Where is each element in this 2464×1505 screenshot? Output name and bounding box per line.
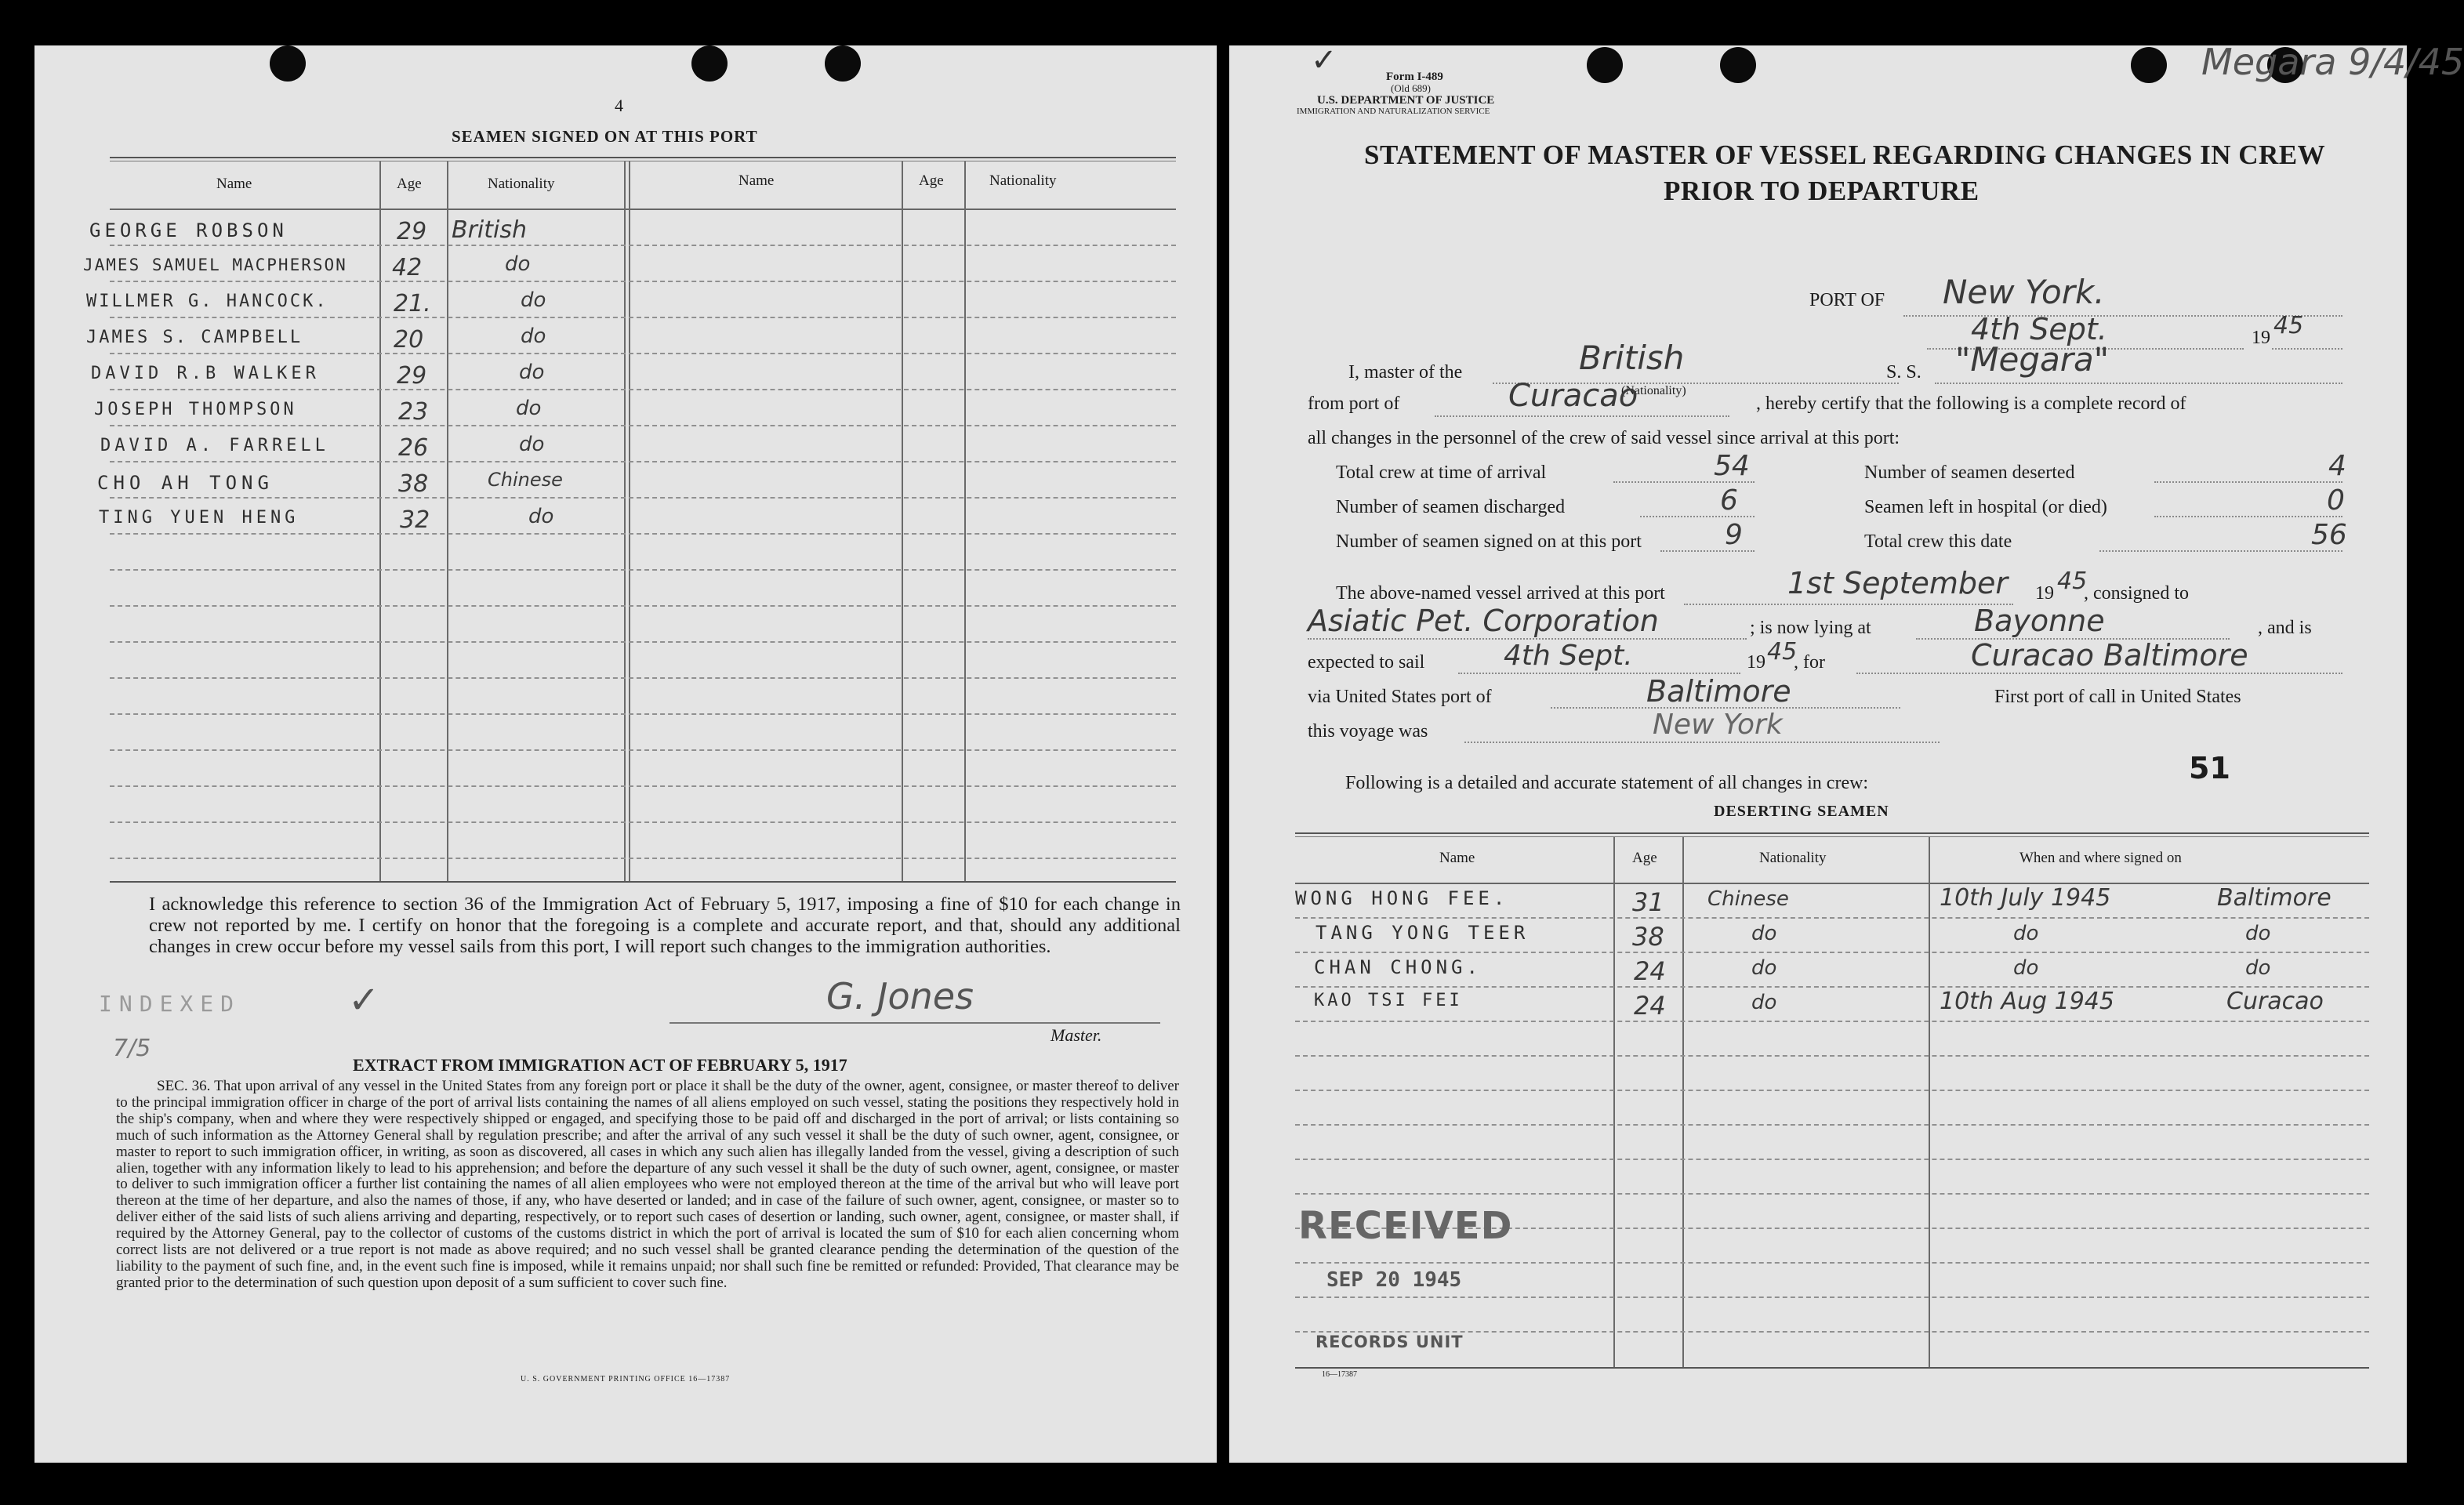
form-subtitle: PRIOR TO DEPARTURE: [1664, 176, 1980, 206]
column-header-signed-on: When and where signed on: [2019, 850, 2182, 866]
sail-year-value: 45: [1767, 638, 1798, 665]
seaman-nationality: do: [521, 325, 546, 348]
margin-note: Megara 9/4/45: [2201, 41, 2464, 83]
section-title: SEAMEN SIGNED ON AT THIS PORT: [452, 127, 758, 146]
index-mark-icon: 7/5: [113, 1035, 151, 1062]
expected-label: expected to sail: [1308, 652, 1425, 673]
column-header-name: Name: [738, 172, 775, 189]
deserter-signed-when: do: [2013, 922, 2039, 945]
punch-hole: [270, 45, 306, 82]
sail-year-prefix: 19: [1747, 652, 1765, 673]
via-label: via United States port of: [1308, 687, 1492, 707]
records-unit-stamp: RECORDS UNIT: [1315, 1333, 1464, 1351]
seaman-age: 20: [394, 326, 424, 354]
seaman-name: JAMES S. CAMPBELL: [86, 328, 303, 347]
punch-hole: [1720, 47, 1756, 83]
seaman-name: TING YUEN HENG: [99, 508, 299, 528]
deserter-signed-where: Baltimore: [2217, 884, 2332, 912]
deserter-signed-where: Curacao: [2226, 988, 2324, 1015]
punch-hole: [1587, 47, 1623, 83]
stat-label: Total crew at time of arrival: [1336, 462, 1547, 483]
master-of-label: I, master of the: [1348, 362, 1463, 383]
seaman-nationality: Chinese: [488, 469, 563, 491]
seaman-name: DAVID A. FARRELL: [100, 436, 329, 455]
from-port-label: from port of: [1308, 393, 1400, 414]
received-stamp: RECEIVED: [1298, 1204, 1513, 1248]
master-signature: G. Jones: [826, 975, 974, 1017]
seaman-age: 29: [397, 218, 427, 245]
column-header-nationality: Nationality: [1759, 850, 1827, 866]
certify-text: , hereby certify that the following is a complete record of: [1756, 393, 2186, 414]
received-date: SEP 20 1945: [1326, 1268, 1462, 1292]
first-port-label: First port of call in United States: [1994, 687, 2241, 707]
voyage-label: this voyage was: [1308, 721, 1428, 742]
punch-hole: [825, 45, 861, 82]
page-number: 4: [615, 96, 623, 115]
deserter-age: 31: [1632, 887, 1664, 917]
deserter-nationality: Chinese: [1707, 887, 1789, 911]
seaman-name: DAVID R.B WALKER: [91, 364, 320, 383]
printer-imprint: U. S. GOVERNMENT PRINTING OFFICE 16—17387: [521, 1375, 731, 1384]
extract-text: SEC. 36. That upon arrival of any vessel in the United States from any foreign port or place it shall be the duty of the owner, agent, consignee, or master thereof to deliver to the principal immigration officer in charge of the port of arrival lists containing the names of all aliens employed on such vessel, stating the positions they respectively hold in the ship's company, when and where they were respectively shipped or engaged, and specifying those to be paid off and discharged in the port of arrival; or lists containing so much of such information as the Attorney General shall by regulation prescribe; and after the arrival of any such vessel it shall be the duty of such owner, agent, consignee, or master to report to such immigration officer, in writing, as soon as discovered, all cases in which any such alien has illegally landed from the vessel, giving a description of such alien, together with any information likely to lead to his apprehension; and before the departure of any such vessel it shall be the duty of such owner, agent, consignee, or master to deliver to such immigration officer a further list containing the names of all alien employees who were not employed thereon at the time of the arrival but who will leave port thereon at the time of her departure, and also the names of those, if any, who have deserted or landed; and in case of the failure of such owner, agent, consignee, or master so to deliver either of the said lists of such aliens arriving and departing, respectively, or to report such cases of desertion or landing, such owner, agent, consignee, or master shall, if required by the Attorney General, pay to the collector of customs of the customs district in which the port of arrival is located the sum of $10 for each alien concerning whom correct lists are not delivered or a true report is not made as above required; and no such vessel shall be granted clearance pending the determination of the question of the liability to the payment of such fine, and, in the event such fine is imposed, while it remains unpaid; nor shall such fine be remitted or refunded: Provided, That clearance may be granted prior to the determination of such question upon deposit of a sum sufficient to cover such fine.: [116, 1078, 1179, 1291]
seaman-age: 21.: [394, 290, 431, 317]
initials-mark-icon: ✓: [348, 978, 380, 1022]
seaman-nationality: do: [516, 397, 542, 420]
for-label: , for: [1794, 652, 1825, 673]
deserter-nationality: do: [1751, 922, 1777, 945]
stat-label: Total crew this date: [1864, 531, 2012, 552]
seaman-name: WILLMER G. HANCOCK.: [86, 292, 328, 311]
lying-label: ; is now lying at: [1750, 618, 1871, 638]
consigned-label: , consigned to: [2084, 583, 2189, 604]
column-header-nationality: Nationality: [989, 172, 1057, 189]
voyage-value: New York: [1653, 709, 1783, 741]
deserter-nationality: do: [1751, 991, 1777, 1014]
year-prefix: 19: [2252, 328, 2270, 348]
right-page: [1229, 41, 2464, 1463]
stamp-number: 51: [2189, 751, 2230, 785]
port-of-value: New York.: [1943, 273, 2105, 311]
form-number: Form I-489: [1386, 71, 1443, 83]
for-value: Curacao Baltimore: [1971, 638, 2248, 673]
seaman-name: JAMES SAMUEL MACPHERSON: [83, 256, 347, 274]
deserter-age: 24: [1634, 991, 1666, 1021]
seaman-name: JOSEPH THOMPSON: [94, 400, 297, 419]
stat-label: Number of seamen discharged: [1336, 497, 1566, 517]
column-header-age: Age: [397, 176, 422, 192]
deserter-name: TANG YONG TEER: [1315, 922, 1530, 944]
punch-hole: [2131, 47, 2167, 83]
seaman-nationality: do: [521, 288, 546, 312]
seaman-age: 32: [400, 506, 430, 534]
stat-label: Seamen left in hospital (or died): [1864, 497, 2107, 517]
sail-date-value: 4th Sept.: [1504, 640, 1633, 672]
column-header-age: Age: [919, 172, 944, 189]
deserter-age: 38: [1632, 922, 1664, 952]
extract-title: EXTRACT FROM IMMIGRATION ACT OF FEBRUARY 5, 1917: [353, 1055, 847, 1075]
stat-value: 4: [2328, 450, 2346, 482]
seaman-nationality: do: [505, 252, 531, 276]
form-old-number: (Old 689): [1391, 82, 1431, 94]
stat-value: 56: [2311, 519, 2347, 551]
seaman-age: 29: [397, 362, 427, 390]
ss-value: "Megara": [1955, 340, 2110, 379]
seaman-nationality: do: [528, 505, 554, 528]
seaman-name: GEORGE ROBSON: [89, 219, 288, 241]
year-value: 45: [2273, 312, 2304, 339]
left-page: [34, 45, 1217, 1463]
deserter-nationality: do: [1751, 956, 1777, 980]
arrived-value: 1st September: [1787, 566, 2008, 600]
deserter-signed-where: do: [2245, 956, 2271, 980]
stat-label: Number of seamen deserted: [1864, 462, 2075, 483]
lying-value: Bayonne: [1974, 604, 2105, 638]
master-label: Master.: [1051, 1025, 1102, 1045]
and-is-label: , and is: [2258, 618, 2312, 638]
via-value: Baltimore: [1646, 674, 1791, 709]
port-of-label: PORT OF: [1809, 290, 1885, 310]
deserter-name: KAO TSI FEI: [1314, 991, 1463, 1010]
department-name: U.S. DEPARTMENT OF JUSTICE: [1317, 94, 1495, 107]
deserter-signed-when: 10th July 1945: [1940, 884, 2111, 912]
arrival-year-value: 45: [2057, 568, 2088, 595]
column-header-name: Name: [216, 176, 252, 192]
seaman-age: 42: [392, 254, 423, 281]
deserter-name: WONG HONG FEE.: [1295, 887, 1509, 909]
ss-label: S. S.: [1886, 362, 1921, 383]
deserter-age: 24: [1634, 956, 1666, 986]
stat-value: 54: [1714, 450, 1750, 482]
deserter-name: CHAN CHONG.: [1314, 956, 1482, 978]
seaman-nationality: do: [519, 361, 545, 384]
stat-label: Number of seamen signed on at this port: [1336, 531, 1642, 552]
seaman-age: 38: [398, 470, 429, 498]
column-header-nationality: Nationality: [488, 176, 555, 192]
service-name: IMMIGRATION AND NATURALIZATION SERVICE: [1297, 107, 1490, 116]
seaman-age: 26: [398, 434, 429, 462]
seaman-age: 23: [398, 398, 429, 426]
printer-imprint: 16—17387: [1322, 1370, 1357, 1379]
nationality-caption: (Nationality): [1621, 384, 1686, 397]
acknowledgement-text: I acknowledge this reference to section 36 of the Immigration Act of February 5, 1917, imposing a fine of $10 for each change in crew not reported by me. I certify on honor that the foregoing is a complete and accurate report, and that, should any additional changes in crew occur before my vessel sails from this port, I will report such changes to the immigration authorities.: [149, 894, 1181, 957]
column-header-name: Name: [1439, 850, 1475, 866]
deserter-signed-when: do: [2013, 956, 2039, 980]
deserter-signed-when: 10th Aug 1945: [1940, 988, 2114, 1015]
punch-hole: [691, 45, 728, 82]
seaman-nationality: British: [452, 216, 527, 244]
check-mark-icon: ✓: [1311, 42, 1337, 78]
stat-value: 0: [2327, 484, 2345, 517]
seaman-name: CHO AH TONG: [97, 472, 274, 494]
arrived-label: The above-named vessel arrived at this port: [1336, 583, 1665, 604]
consignee-value: Asiatic Pet. Corporation: [1308, 604, 1659, 638]
following-text: Following is a detailed and accurate statement of all changes in crew:: [1345, 773, 1869, 793]
indexed-stamp: INDEXED: [99, 991, 241, 1017]
form-title: STATEMENT OF MASTER OF VESSEL REGARDING CHANGES IN CREW: [1364, 140, 2326, 170]
certify-text-continued: all changes in the personnel of the crew of said vessel since arrival at this port:: [1308, 428, 1900, 448]
stat-value: 6: [1720, 484, 1738, 517]
stat-value: 9: [1725, 519, 1743, 551]
nationality-value: British: [1579, 339, 1685, 377]
date-value: 4th Sept.: [1971, 312, 2107, 346]
seaman-nationality: do: [519, 433, 545, 456]
deserter-signed-where: do: [2245, 922, 2271, 945]
from-port-value: Curacao: [1508, 378, 1638, 414]
column-header-age: Age: [1632, 850, 1657, 866]
deserting-title: DESERTING SEAMEN: [1714, 803, 1889, 820]
arrival-year-prefix: 19: [2035, 583, 2054, 604]
